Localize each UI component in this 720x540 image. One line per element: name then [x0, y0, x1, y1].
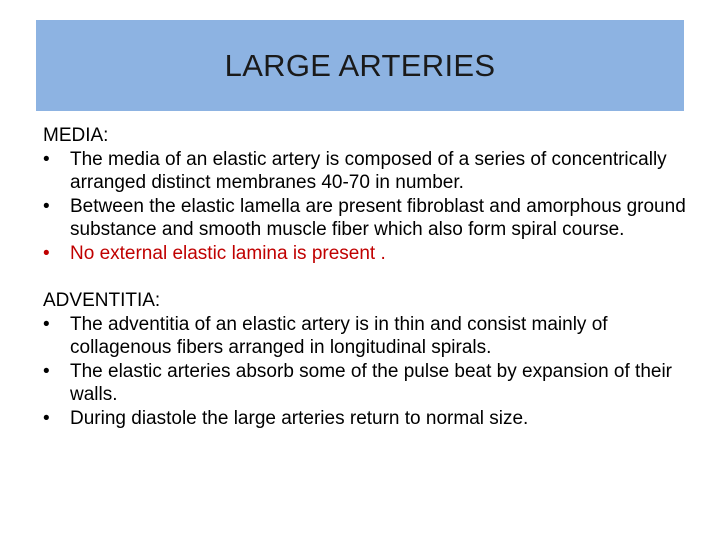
- bullet-dot-icon: •: [43, 407, 50, 429]
- media-bullet: [43, 195, 693, 242]
- adventitia-bullet: [43, 313, 693, 360]
- bullet-text: Between the elastic lamella are present fibroblast and amorphous ground substance and smooth muscle fiber which also form spiral course.: [70, 195, 686, 240]
- media-bullet-list: [43, 148, 693, 266]
- bullet-text: No external elastic lamina is present .: [70, 242, 386, 264]
- bullet-dot-icon: •: [43, 360, 50, 382]
- bullet-dot-icon: •: [43, 313, 50, 335]
- adventitia-heading: ADVENTITIA:: [43, 290, 161, 311]
- adventitia-bullet: [43, 360, 693, 407]
- adventitia-bullet: [43, 407, 693, 431]
- adventitia-bullet-list: [43, 313, 693, 431]
- media-heading: MEDIA:: [43, 125, 109, 146]
- slide-body: [43, 124, 693, 430]
- bullet-dot-icon: •: [43, 242, 50, 264]
- section-spacer: [43, 265, 693, 289]
- bullet-dot-icon: •: [43, 148, 50, 170]
- title-banner: [36, 20, 684, 111]
- bullet-text: During diastole the large arteries return to normal size.: [70, 407, 529, 429]
- bullet-text: The elastic arteries absorb some of the pulse beat by expansion of their walls.: [70, 360, 673, 405]
- slide-title: LARGE ARTERIES: [224, 47, 496, 83]
- bullet-dot-icon: •: [43, 195, 50, 217]
- media-bullet-highlighted: [43, 242, 693, 266]
- bullet-text: The media of an elastic artery is composed of a series of concentrically arranged distinct membranes 40-70 in number.: [70, 148, 667, 193]
- bullet-text: The adventitia of an elastic artery is in thin and consist mainly of collagenous fibers arranged in longitudinal spirals.: [70, 313, 608, 358]
- media-bullet: [43, 148, 693, 195]
